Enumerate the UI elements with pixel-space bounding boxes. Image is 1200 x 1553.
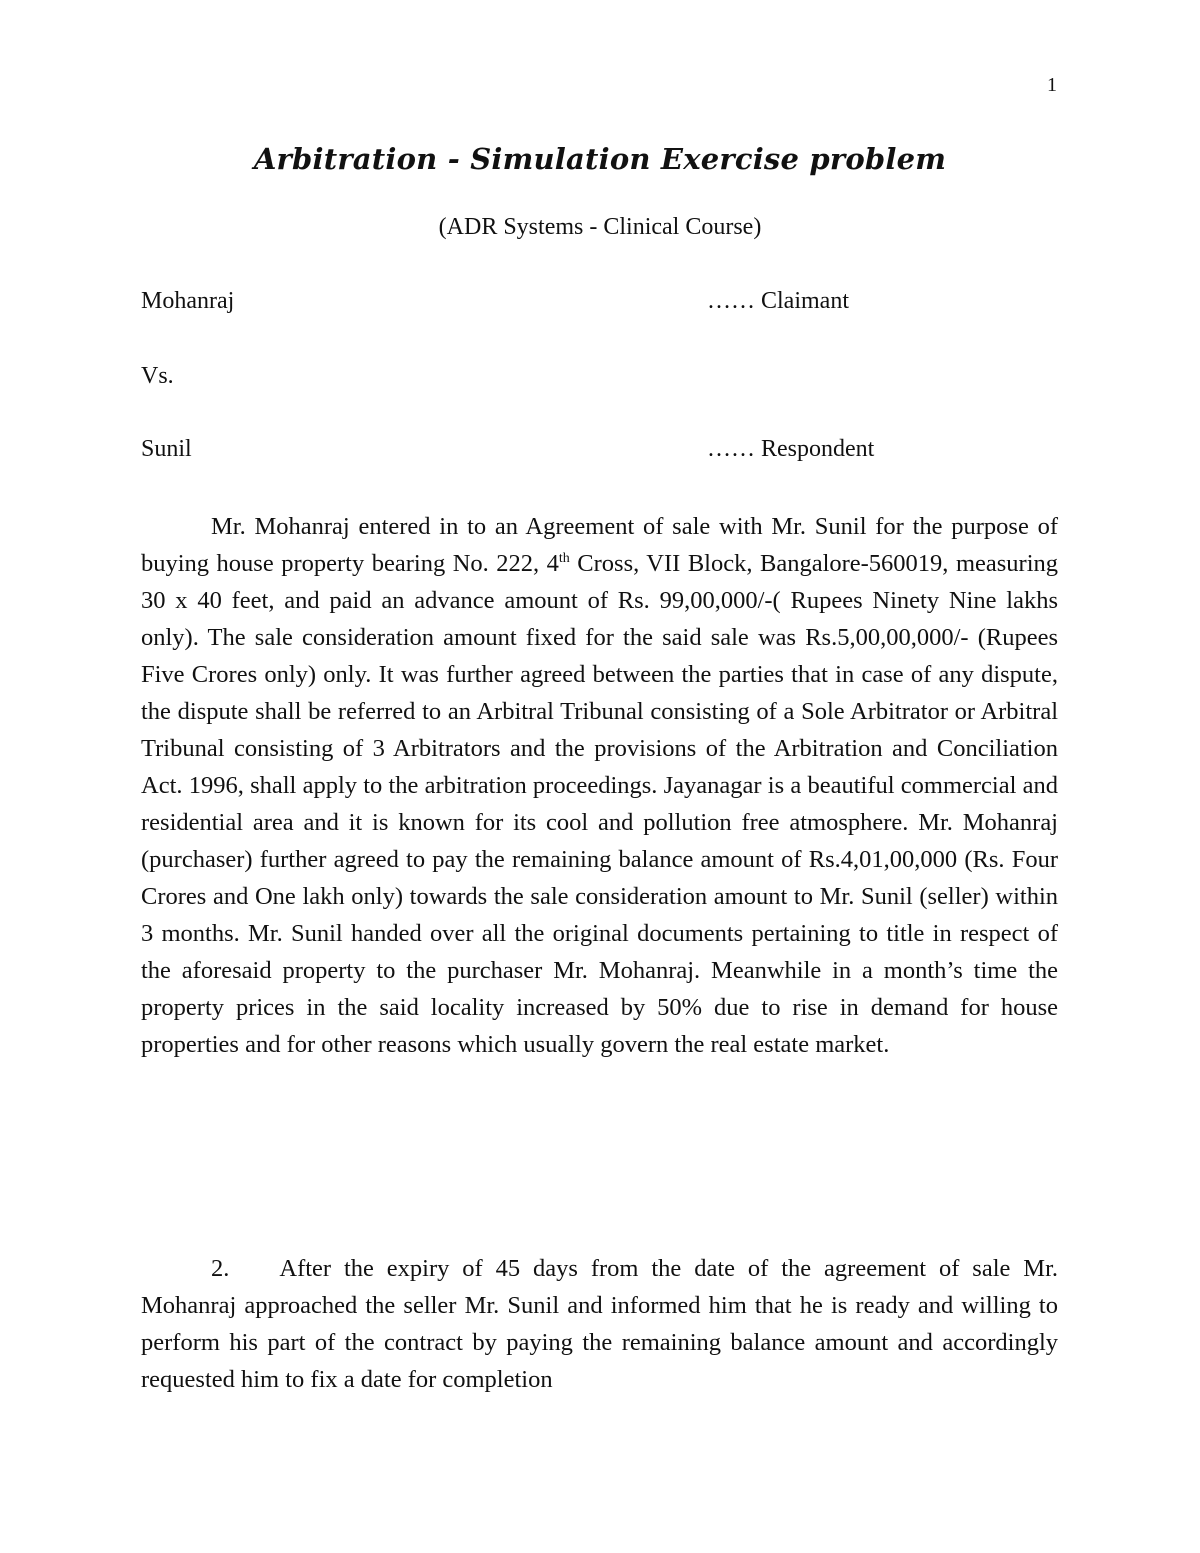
- paragraph-1-text-a: Mr. Mohanraj entered in to an Agreement of sale with Mr. Sunil for the purpose of buying house property bearing No. 222, 4: [141, 513, 1058, 577]
- respondent-role: …… Respondent: [707, 436, 875, 462]
- claimant-name: Mohanraj: [141, 288, 235, 314]
- ordinal-superscript: th: [558, 550, 570, 566]
- paragraph-1: [141, 508, 1058, 1063]
- document-title: Arbitration - Simulation Exercise problem: [253, 142, 947, 176]
- paragraph-2: [141, 1250, 1058, 1398]
- versus-label: Vs.: [141, 363, 174, 389]
- paragraph-1-text-b: Cross, VII Block, Bangalore-560019, measuring 30 x 40 feet, and paid an advance amount of Rs. 99,00,000/-( Rupees Ninety Nine lakhs only). The sale consideration amount fixed for the said sale was Rs.5,00,00,000/- (Rupees Five Crores only) only. It was further agreed between the parties that in case of any dispute, the dispute shall be referred to an Arbitral Tribunal consisting of a Sole Arbitrator or Arbitral Tribunal consisting of 3 Arbitrators and the provisions of the Arbitration and Conciliation Act. 1996, shall apply to the arbitration proceedings. Jayanagar is a beautiful commercial and residential area and it is known for its cool and pollution free atmosphere. Mr. Mohanraj (purchaser) further agreed to pay the remaining balance amount of Rs.4,01,00,000 (Rs. Four Crores and One lakh only) towards the sale consideration amount to Mr. Sunil (seller) within 3 months. Mr. Sunil handed over all the original documents pertaining to title in respect of the aforesaid property to the purchaser Mr. Mohanraj. Meanwhile in a month’s time the property prices in the said locality increased by 50% due to rise in demand for house properties and for other reasons which usually govern the real estate market.: [141, 550, 1058, 1058]
- claimant-role: …… Claimant: [707, 288, 849, 314]
- document-subtitle: (ADR Systems - Clinical Course): [438, 214, 762, 240]
- respondent-name: Sunil: [141, 436, 192, 462]
- paragraph-2-text: After the expiry of 45 days from the date of the agreement of sale Mr. Mohanraj approached the seller Mr. Sunil and informed him that he is ready and willing to perform his part of the contract by paying the remaining balance amount and accordingly requested him to fix a date for completion: [141, 1255, 1058, 1393]
- page-number: 1: [1047, 74, 1057, 96]
- paragraph-2-number: 2.: [211, 1255, 230, 1282]
